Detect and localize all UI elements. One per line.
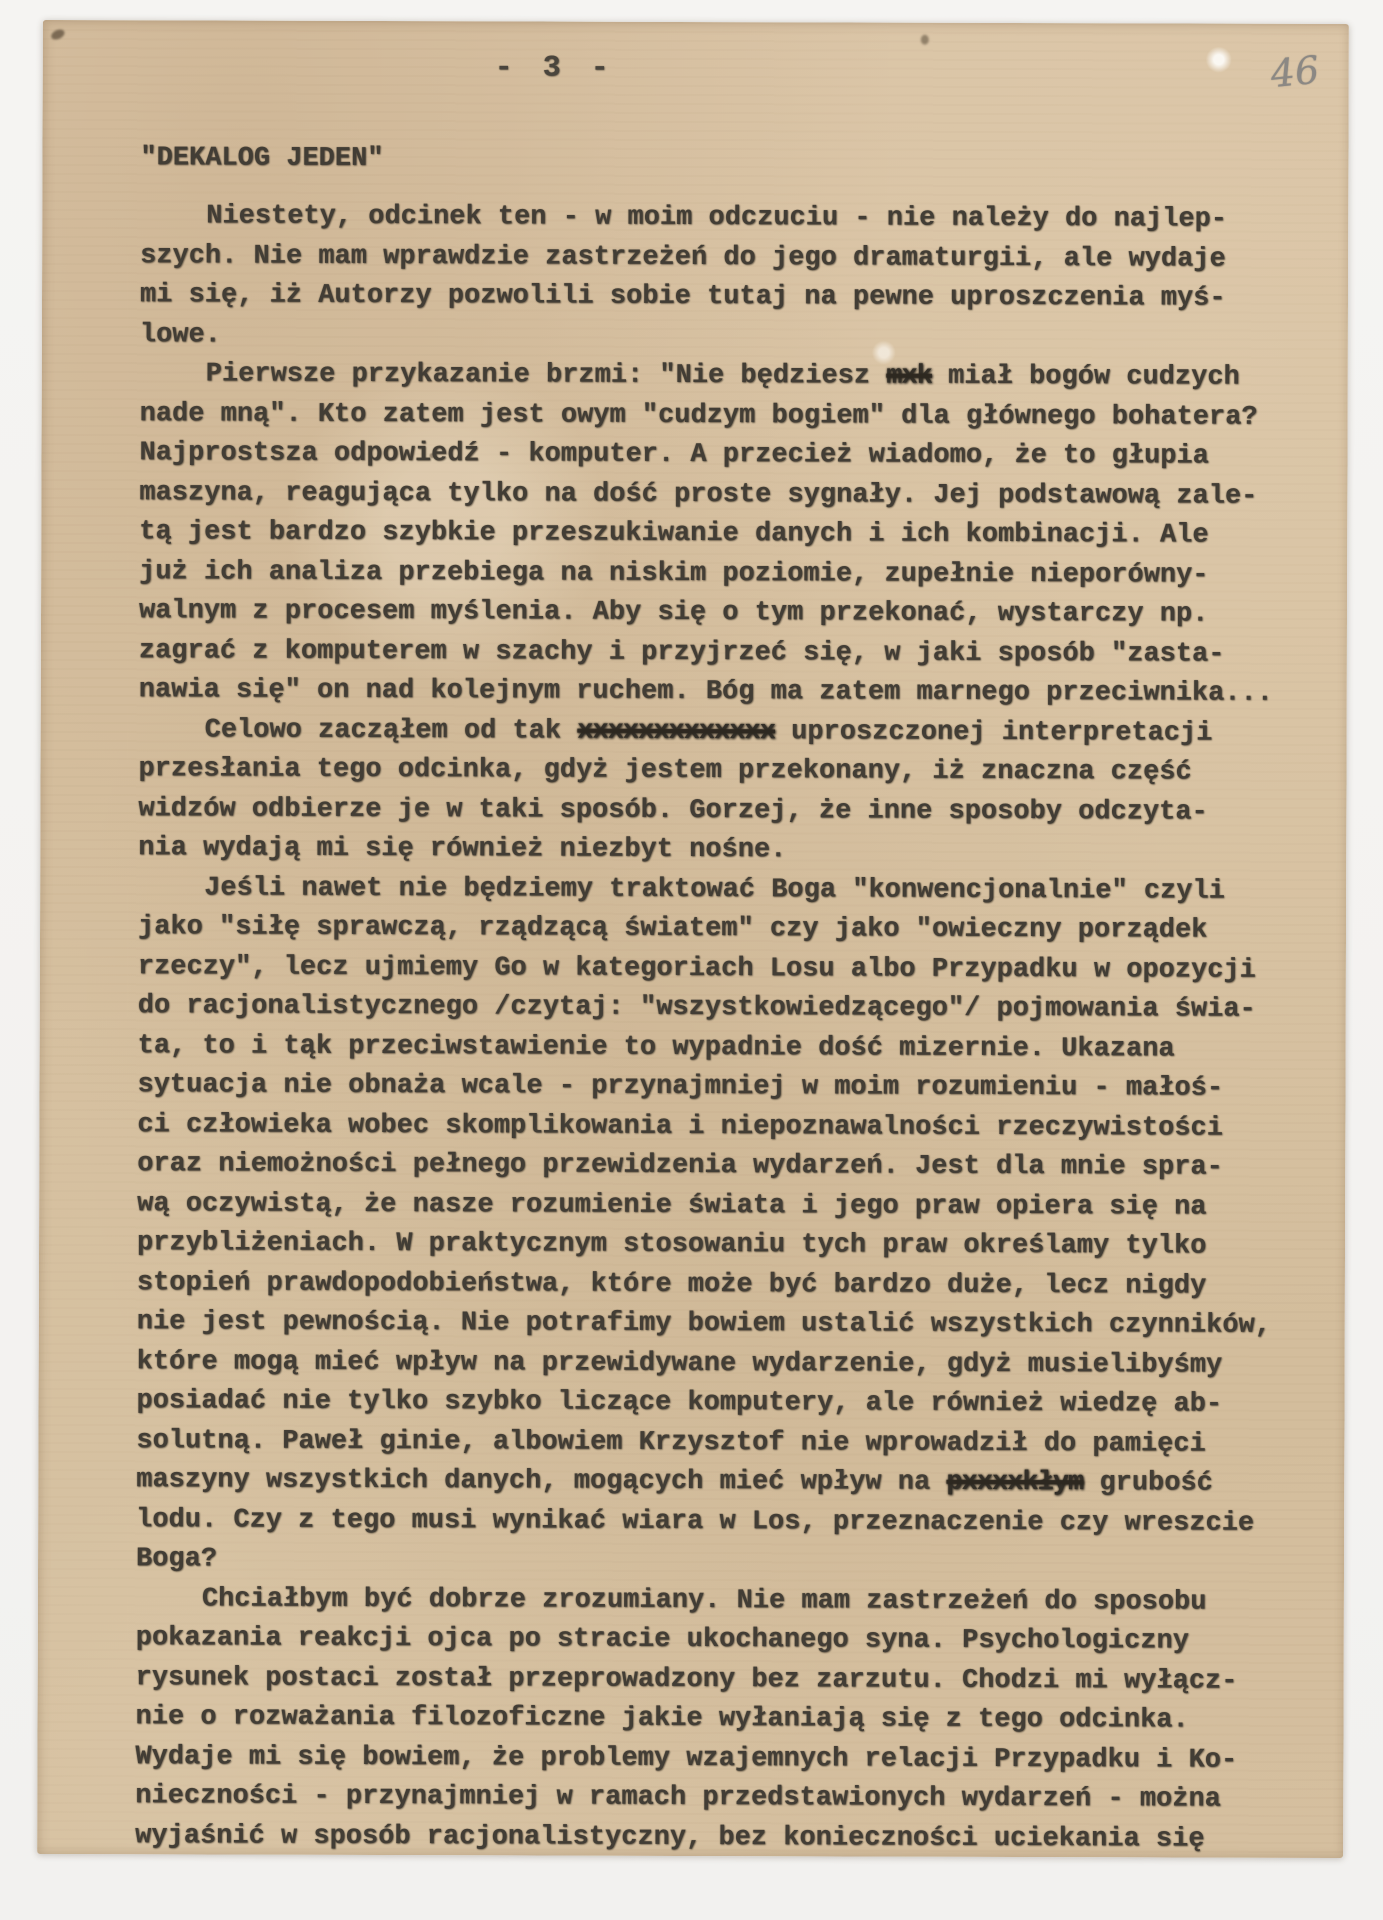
text-line <box>138 987 1318 1030</box>
text-segment: grubość <box>1083 1468 1213 1499</box>
text-line <box>139 671 1319 714</box>
text-line <box>139 711 1319 754</box>
text-segment: przybliżeniach. W praktycznym stosowaniu tych praw określamy tylko <box>136 1228 1207 1262</box>
text-line <box>138 829 1318 872</box>
text-segment: zagrać z komputerem w szachy i przyjrzeć się, w jaki sposób "zasta- <box>138 635 1225 670</box>
text-segment: Celowo zacząłem od tak <box>204 714 578 747</box>
text-line <box>137 1303 1317 1346</box>
text-segment: walnym z procesem myślenia. Aby się o tym przekonać, wystarczy np. <box>138 596 1209 630</box>
text-line <box>137 1066 1317 1109</box>
text-segment: ta, to i tąk przeciwstawienie to wypadnie dość mizernie. Ukazana <box>137 1030 1175 1065</box>
text-line <box>139 513 1319 556</box>
text-segment: sytuacja nie obnaża wcale - przynajmniej w moim rozumieniu - małoś- <box>137 1070 1224 1104</box>
text-line <box>140 355 1320 398</box>
text-segment: solutną. Paweł ginie, albowiem Krzysztof nie wprowadził do pamięci <box>136 1425 1206 1460</box>
document-title: "DEKALOG JEDEN" <box>140 143 384 175</box>
text-segment: Pierwsze przykazanie brzmi: "Nie będziesz <box>205 359 887 392</box>
text-segment: nade mną". Kto zatem jest owym "cudzym bogiem" dla głównego bohatera? <box>139 398 1258 433</box>
text-line <box>138 948 1318 991</box>
text-segment: jako "siłę sprawczą, rządzącą światem" czy jako "owieczny porządek <box>137 912 1208 946</box>
text-line <box>137 1145 1317 1188</box>
text-line <box>135 1817 1315 1860</box>
text-line <box>135 1698 1315 1741</box>
text-segment: lodu. Czy z tego musi wynikać wiara w Los, przeznaczenie czy wreszcie <box>136 1504 1255 1539</box>
text-segment: Jeśli nawet nie będziemy traktować Boga "konwencjonalnie" czyli <box>204 872 1225 907</box>
paper-speck <box>921 35 929 45</box>
text-segment: do racjonalistycznego /czytaj: "wszystkowiedzącego"/ pojmowania świa- <box>137 991 1256 1025</box>
text-segment: Chciałbym być dobrze zrozumiany. Nie mam zastrzeżeń do sposobu <box>201 1583 1207 1618</box>
text-line <box>140 316 1320 359</box>
text-line <box>136 1461 1316 1504</box>
text-segment: Najprostsza odpowiedź - komputer. A przecież wiadomo, że to głupia <box>139 438 1209 472</box>
text-segment: przesłania tego odcinka, gdyż jestem przekonany, iż znaczna część <box>138 754 1192 788</box>
text-line <box>139 434 1319 477</box>
text-segment: tą jest bardzo szybkie przeszukiwanie danych i ich kombinacji. Ale <box>139 517 1209 551</box>
text-segment: nia wydają mi się również niezbyt nośne. <box>138 833 787 866</box>
text-segment: wą oczywistą, że nasze rozumienie świata i jego praw opiera się na <box>137 1188 1207 1223</box>
paragraphs-container <box>135 197 1320 1860</box>
text-segment: szych. Nie mam wprawdzie zastrzeżeń do jego dramaturgii, ale wydaje <box>140 240 1226 275</box>
text-segment: które mogą mieć wpływ na przewidywane wydarzenie, gdyż musielibyśmy <box>136 1346 1223 1381</box>
text-segment: uproszczonej interpretacji <box>774 716 1213 749</box>
text-segment: ci człowieka wobec skomplikowania i niepoznawalności rzeczywistości <box>137 1109 1224 1144</box>
text-line <box>139 474 1319 517</box>
text-segment: Niestety, odcinek ten - w moim odczuciu - nie należy do najlep- <box>206 201 1228 235</box>
text-line <box>137 1106 1317 1149</box>
text-segment: mi się, iż Autorzy pozwolili sobie tutaj na pewne uproszczenia myś- <box>139 280 1226 314</box>
text-segment: nie jest pewnością. Nie potrafimy bowiem ustalić wszystkich czynników, <box>136 1307 1272 1341</box>
text-line <box>136 1580 1316 1623</box>
text-line <box>138 908 1318 951</box>
text-line <box>136 1382 1316 1425</box>
text-segment: już ich analiza przebiega na niskim poziomie, zupełnie nieporówny- <box>139 556 1209 591</box>
text-line <box>138 1027 1318 1070</box>
text-segment: maszyna, reagująca tylko na dość proste sygnały. Jej podstawową zale- <box>139 477 1258 512</box>
text-segment: stopień prawdopodobieństwa, które może być bardzo duże, lecz nigdy <box>136 1267 1207 1302</box>
page-number: - 3 - <box>494 51 615 86</box>
text-segment: wyjaśnić w sposób racjonalistyczny, bez konieczności uciekania się <box>135 1820 1205 1855</box>
text-segment: widzów odbierze je w taki sposób. Gorzej, że inne sposoby odczyta- <box>138 793 1208 828</box>
text-line <box>136 1540 1316 1583</box>
text-line <box>140 237 1320 280</box>
document-page <box>37 20 1349 1858</box>
text-segment: posiadać nie tylko szybko liczące komputery, ale również wiedzę ab- <box>136 1386 1223 1420</box>
text-line <box>139 592 1319 635</box>
paper-speck <box>50 27 66 41</box>
crossed-out-text: xxxxxxxxxxxxx <box>577 716 776 747</box>
text-segment: Boga? <box>136 1544 218 1575</box>
text-line <box>137 1185 1317 1228</box>
typewritten-text <box>135 138 1320 1860</box>
text-segment: oraz niemożności pełnego przewidzenia wydarzeń. Jest dla mnie spra- <box>137 1149 1223 1183</box>
text-line <box>139 632 1319 675</box>
text-line <box>136 1501 1316 1544</box>
text-line <box>138 750 1318 793</box>
text-line <box>138 790 1318 833</box>
text-line <box>137 1264 1317 1307</box>
text-segment: miał bogów cudzych <box>931 361 1240 393</box>
text-segment: nieczności - przynajmniej w ramach przedstawionych wydarzeń - można <box>135 1781 1221 1815</box>
text-line <box>135 1777 1315 1820</box>
text-line <box>137 1343 1317 1386</box>
text-line <box>140 276 1320 319</box>
text-segment: nie o rozważania filozoficzne jakie wyłaniają się z tego odcinka. <box>135 1702 1189 1736</box>
text-segment: lowe. <box>139 319 221 351</box>
text-segment: pokazania reakcji ojca po stracie ukochanego syna. Psychologiczny <box>135 1623 1190 1657</box>
text-segment: rzeczy", lecz ujmiemy Go w kategoriach Losu albo Przypadku w opozycji <box>137 951 1256 986</box>
crossed-out-text: pxxxxkłym <box>946 1467 1084 1499</box>
text-segment: Wydaje mi się bowiem, że problemy wzajemnych relacji Przypadku i Ko- <box>135 1741 1238 1776</box>
text-line <box>135 1738 1315 1781</box>
handwritten-page-number: 46 <box>1268 47 1322 97</box>
text-line <box>138 869 1318 912</box>
text-segment: nawia się" on nad kolejnym ruchem. Bóg ma zatem marnego przeciwnika... <box>138 675 1274 709</box>
text-line <box>136 1659 1316 1702</box>
text-line <box>140 197 1320 240</box>
text-segment: maszyny wszystkich danych, mogących mieć wpływ na <box>136 1465 947 1498</box>
text-line <box>140 395 1320 438</box>
text-line <box>136 1422 1316 1465</box>
text-line <box>136 1619 1316 1662</box>
text-line <box>137 1224 1317 1267</box>
text-line <box>139 553 1319 596</box>
text-segment: rysunek postaci został przeprowadzony bez zarzutu. Chodzi mi wyłącz- <box>135 1662 1238 1697</box>
crossed-out-text: mxk <box>886 361 932 392</box>
